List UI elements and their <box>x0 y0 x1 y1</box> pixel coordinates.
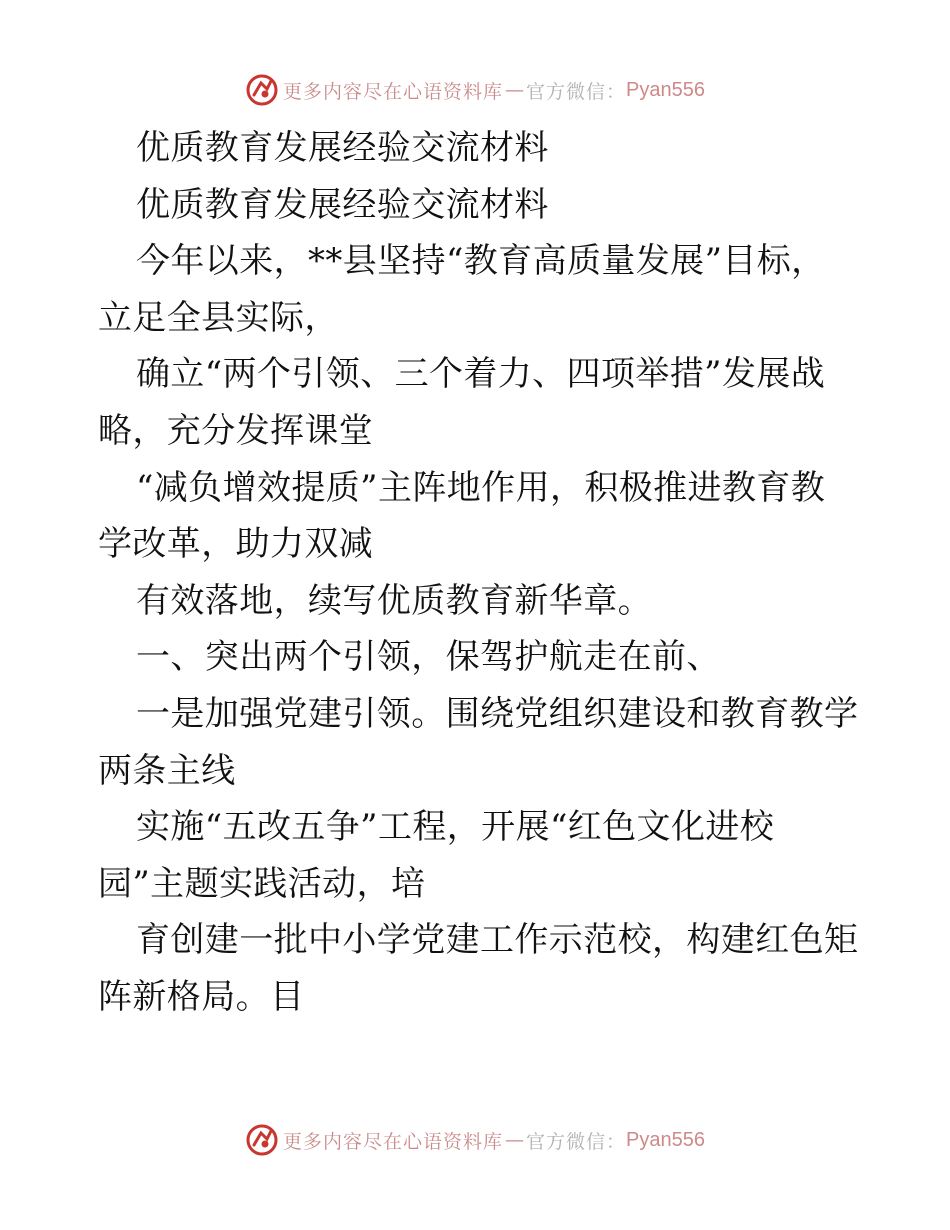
paragraph-line: 阵新格局。目 <box>98 976 305 1017</box>
banner-separator: — <box>505 79 525 101</box>
paragraph-line: 确立“两个引领、三个着力、四项举措”发展战 <box>136 354 826 395</box>
red-seal-logo-icon <box>245 73 279 107</box>
paragraph-line: 略，充分发挥课堂 <box>98 410 374 451</box>
document-body <box>98 120 858 1026</box>
section-heading: 一、突出两个引领，保驾护航走在前、 <box>136 637 721 678</box>
banner-wechat-id: Pyan556 <box>626 78 705 101</box>
paragraph-line: 实施“五改五争”工程，开展“红色文化进校 <box>136 807 775 848</box>
paragraph-line: “减负增效提质”主阵地作用，积极推进教育教 <box>136 467 826 508</box>
paragraph-line: 育创建一批中小学党建工作示范校，构建红色矩 <box>136 920 859 961</box>
document-subtitle: 优质教育发展经验交流材料 <box>136 184 549 225</box>
banner-wechat-label: 官方微信： <box>526 80 627 103</box>
paragraph-line: 一是加强党建引领。围绕党组织建设和教育教学 <box>136 693 859 734</box>
paragraph-line: 立足全县实际， <box>98 297 339 338</box>
banner-wechat-id: Pyan556 <box>626 1128 705 1151</box>
paragraph-line: 园”主题实践活动，培 <box>98 863 426 904</box>
red-seal-logo-icon <box>245 1123 279 1157</box>
banner-separator: — <box>505 1129 525 1151</box>
footer-banner <box>0 1120 950 1160</box>
paragraph-line: 有效落地，续写优质教育新华章。 <box>136 580 652 621</box>
paragraph-line: 今年以来，**县坚持“教育高质量发展”目标， <box>136 241 826 282</box>
paragraph-line: 两条主线 <box>98 750 236 791</box>
document-title: 优质教育发展经验交流材料 <box>136 128 549 168</box>
banner-wechat-label: 官方微信： <box>526 1130 627 1153</box>
header-banner <box>0 70 950 110</box>
banner-text: 更多内容尽在心语资料库 <box>283 80 504 103</box>
banner-text: 更多内容尽在心语资料库 <box>283 1130 504 1153</box>
paragraph-line: 学改革，助力双减 <box>98 524 374 565</box>
